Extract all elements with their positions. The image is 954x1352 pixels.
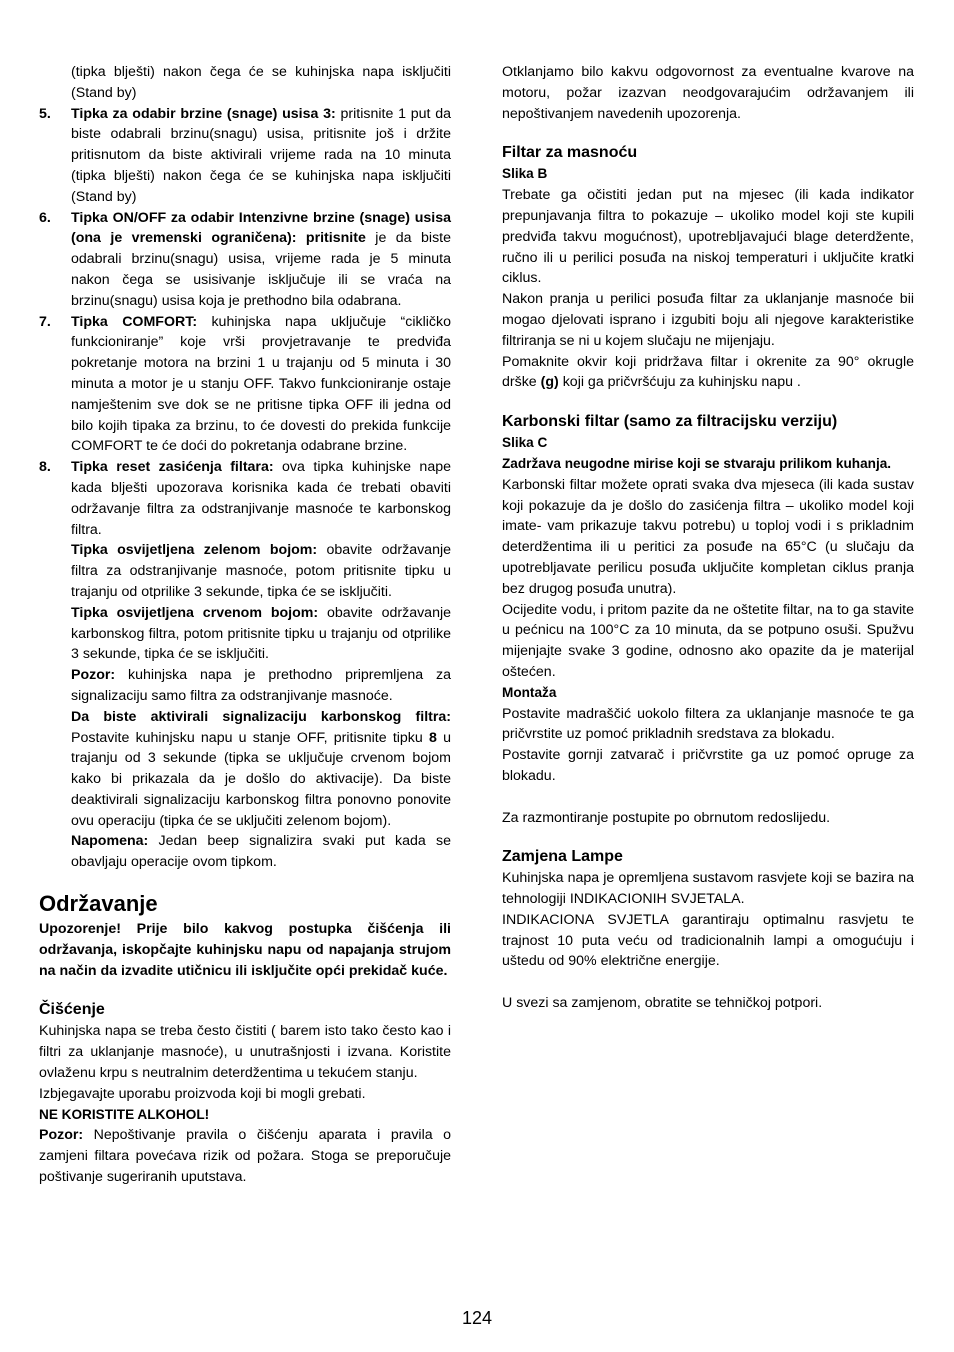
list-item-5 — [39, 104, 451, 208]
caution-paragraph — [39, 665, 451, 707]
subheading-assembly: Montaža — [502, 684, 557, 700]
right-column — [502, 62, 914, 1014]
paragraph: Otklanjamo bilo kakvu odgovornost za eventualne kvarove na motoru, požar izazvan neodgovarajućim održavanjem ili nepoštivanjem navedenih upozorenja. — [502, 64, 914, 122]
paragraph: Nakon pranja u perilici posuđa filtar za uklanjanje masnoće bii mogao djelovati isprano i izgubiti boju ali njegove karakteristike filtriranja se ni u kojem slučaju ne mijenjaju. — [502, 291, 914, 349]
paragraph: Za razmontiranje postupite po obrnutom redoslijedu. — [502, 809, 831, 826]
paragraph: (tipka blješti) nakon čega će se kuhinjska napa isključiti (Stand by) — [71, 64, 451, 101]
paragraph: Kuhinjska napa se treba često čistiti ( barem isto tako često kao i filtri za uklanjanje masnoće), u unutrašnjosti i izvana. Koristite ovlaženu krpu s neutralnim deterdžentima u tekućem stanju. — [39, 1023, 451, 1082]
paragraph: Karbonski filtar možete oprati svaka dva mjeseca (ili kada sustav koji pokazuje da je došlo do zasićenja filtra – ukoliko model koji imate- vam prikazuje takvu potrebu) u toploj vodi i s prikladnim deterdžentima ili u peritici za posuđe na 65°C (u slučaju da upotrebljavate perilicu posuđa uključite kompletan ciklus pranja bez drugog posuđa unutra). — [502, 476, 914, 597]
paragraph: Postavite gornji zatvarač i pričvrstite ga uz pomoć opruge za blokadu. — [502, 747, 914, 784]
item-text: pritisnite 1 put da biste odabrali brzinu(snagu) usisa, pritisnite još i držite pritisnutom da biste aktivirali vrijeme rada na 10 minuta (tipka blješti) nakon čega će se kuhinjska napa isključiti (Stand by) — [71, 105, 451, 205]
alcohol-warning: NE KORISTITE ALKOHOL! — [39, 1106, 210, 1122]
page-number: 124 — [461, 1308, 493, 1328]
paragraph-title: Napomena: — [71, 833, 149, 850]
paragraph-title: Da biste aktivirali signalizaciju karbonskog filtra: — [71, 708, 451, 725]
paragraph-title: Pozor: — [39, 1127, 84, 1144]
section-heading-maintenance: Održavanje — [39, 891, 158, 917]
paragraph-text: Pomaknite okvir koji pridržava filtar i okrenite za 90° okrugle drške — [502, 353, 914, 391]
paragraph-text: u trajanju od 3 sekunde (tipka se uključuje crvenom bojom kako bi prikazala da je došlo do aktivacije). Da biste deaktivirali signalizaciju karbonskog filtra ponovno ponovite ovu operaciju (tipka će se uključiti zelenom bojom). — [71, 729, 451, 829]
paragraph-title: Tipka osvijetljena crvenom bojom: — [71, 604, 319, 621]
paragraph-title: Pozor: — [71, 667, 116, 684]
paragraph: Kuhinjska napa je opremljena sustavom rasvjete koji se bazira na tehnologiji INDIKACIONIH SVJETALA. — [502, 870, 914, 908]
paragraph: U svezi sa zamjenom, obratite se tehničkoj potpori. — [502, 995, 823, 1012]
item-text: ova tipka kuhinjske nape kada blješti upozorava korisnika kada će trebati obaviti održavanje filtra za odstranjivanje masnoće te karbonskog filtra. — [71, 459, 451, 538]
green-button-paragraph — [39, 540, 451, 602]
red-button-paragraph — [39, 603, 451, 665]
item-number: 7. — [39, 313, 51, 330]
spacer — [502, 972, 914, 993]
caution-paragraph — [39, 1125, 451, 1187]
paragraph-text: obavite održavanje filtra za odstranjivanje masnoće, potom pritisnite tipku u trajanju od otprilike 3 sekunde, tipka će se isključiti. — [71, 542, 451, 600]
paragraph-text: koji ga pričvršćuju za kuhinjsku napu . — [558, 374, 801, 391]
paragraph — [502, 352, 914, 394]
bold-paragraph: Zadržava neugodne mirise koji se stvaraju prilikom kuhanja. — [502, 455, 892, 471]
paragraph-text: Nepoštivanje pravila o čišćenju aparata i pravila o zamjeni filtara povećava rizik od požara. Stoga se preporučuje poštivanje sugeriranih uputstava. — [39, 1127, 451, 1186]
paragraph-text: Postavite kuhinjsku napu u stanje OFF, pritisnite tipku — [71, 729, 429, 746]
paragraph: Ocijedite vodu, i pritom pazite da ne oštetite filtar, na to ga stavite u pećnicu na 100°C za 10 minuta, da se potpuno osuši. Spužvu mijenjajte svake 3 godine, odnosno ako opazite da je materijal oštećen. — [502, 601, 914, 680]
section-heading-cleaning: Čišćenje — [39, 1001, 105, 1019]
warning-paragraph: Upozorenje! Prije bilo kakvog postupka čišćenja ili održavanja, iskopčajte kuhinjsku napu od napajanja strujom na način da izvadite utičnicu ili isključite opći prekidač kuće. — [39, 921, 451, 979]
spacer — [502, 787, 914, 808]
item-title: Tipka reset zasićenja filtara: — [71, 459, 274, 476]
item-title: Tipka COMFORT: — [71, 313, 198, 330]
figure-reference: Slika C — [502, 435, 548, 451]
item-number: 5. — [39, 105, 51, 122]
button-number: 8 — [429, 729, 437, 746]
paragraph-title: Tipka osvijetljena zelenom bojom: — [71, 542, 318, 559]
paragraph: Postavite madraščić uokolo filtera za uklanjanje masnoće te ga pričvrstite uz pomoć prikladnih sredstava za blokadu. — [502, 705, 914, 743]
part-reference: (g) — [540, 374, 559, 391]
section-heading-lamp-replacement: Zamjena Lampe — [502, 848, 623, 866]
figure-reference: Slika B — [502, 166, 548, 182]
paragraph: Trebate ga očistiti jedan put na mjesec (ili kada indikator prepunjavanja filtra to pokazuje – ukoliko model koji ste kupili predviđa takvu mogućnost), upotrebljavajući blage deterdžente, ručno ili u perilici posuđa na niskoj temperaturi i uključite kratki ciklus. — [502, 187, 914, 287]
section-heading-grease-filter: Filtar za masnoću — [502, 144, 638, 162]
paragraph: INDIKACIONA SVJETLA garantiraju optimalnu rasvjetu te trajnost 10 puta veću od tradicionalnih lampi a omogućuju i uštedu od 90% električne energije. — [502, 911, 914, 970]
paragraph-text: kuhinjska napa je prethodno pripremljena za signalizaciju samo filtra za odstranjivanje masnoće. — [71, 667, 451, 704]
list-item-6 — [39, 208, 451, 312]
paragraph-text: obavite održavanje karbonskog filtra, potom pritisnite tipku u trajanju od otprilike 3 sekunde, tipka će se isključiti. — [71, 604, 451, 663]
left-column — [39, 62, 451, 1188]
section-heading-carbon-filter: Karbonski filtar (samo za filtracijsku verziju) — [502, 413, 838, 431]
item-title: Tipka za odabir brzine (snage) usisa 3: — [71, 105, 336, 122]
item-text: kuhinjska napa uključuje “cikličko funkcioniranje” koje vrši provjetravanje te predviđa pokretanje motora na brzini 1 u trajanju od 5 minuta i 30 minuta a motor je u stanju OFF. Takvo funkcioniranje ostaje namještenim sve dok se ne pritisne tipka OFF ili jedna od bilo kojih tipaka za brzinu, to će dovesti do prekida funkcije COMFORT te će doći do pokretanja odabrane brzine. — [71, 313, 451, 455]
item-title: Tipka ON/OFF za odabir Intenzivne brzine (snage) usisa (ona je vremenski ograničena): pritisnite — [71, 209, 451, 247]
item-text: je da biste odabrali brzinu(snagu) usisa, vrijeme rada je 5 minuta nakon čega se usisivanje isključuje ili se vraća na brzinu(snagu) usisa koja je prethodno bila odabrana. — [71, 230, 451, 309]
list-item-7 — [39, 312, 451, 458]
paragraph-text: Jedan beep signalizira svaki put kada se obavljaju operacije ovom tipkom. — [71, 833, 451, 871]
item-number: 6. — [39, 209, 51, 226]
paragraph: Izbjegavajte uporabu proizvoda koji bi mogli grebati. — [39, 1085, 366, 1102]
activation-paragraph — [39, 707, 451, 832]
item-number: 8. — [39, 459, 51, 476]
note-paragraph — [39, 831, 451, 873]
list-item-8 — [39, 457, 451, 540]
